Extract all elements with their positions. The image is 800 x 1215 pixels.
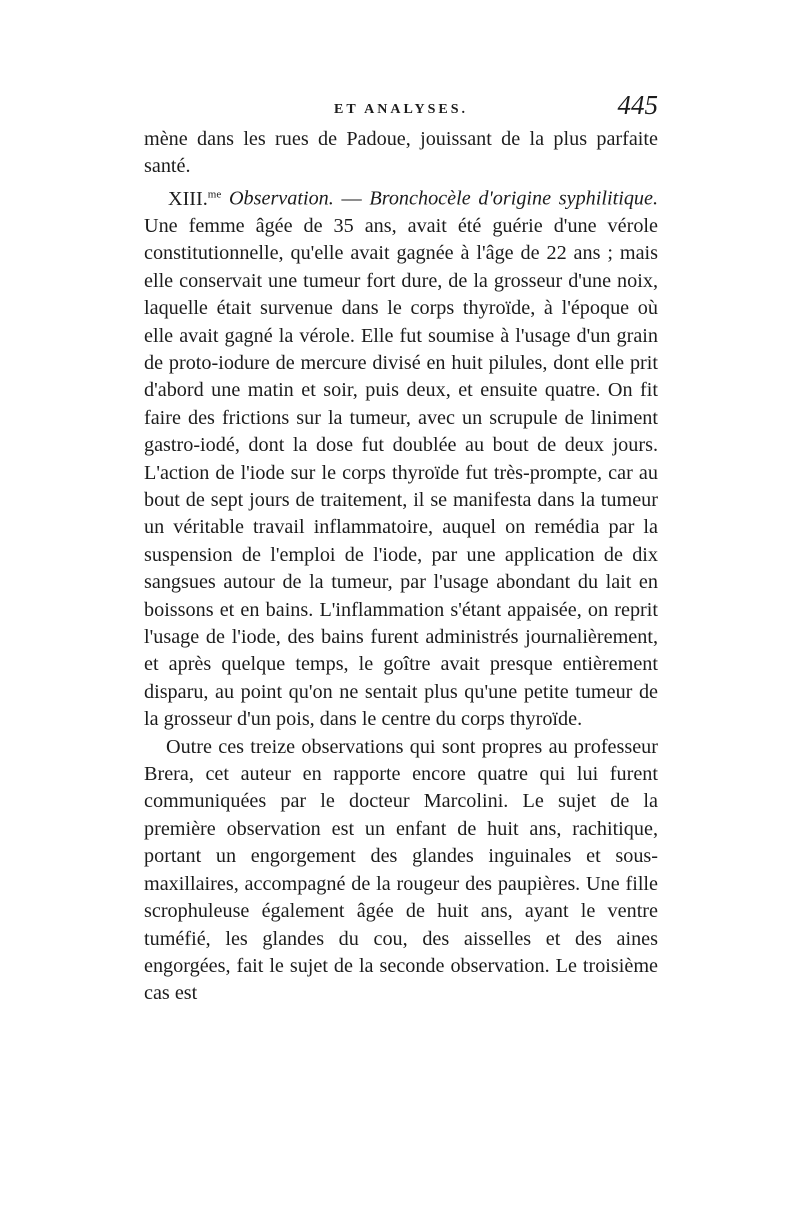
observation-title: Bronchocèle d'origine syphilitique. — [369, 187, 659, 210]
observation-label: Observation. — [228, 187, 334, 210]
observation-superscript: me — [207, 187, 222, 200]
observation-dash: — — [333, 187, 370, 210]
page-header — [144, 92, 658, 126]
observation-numeral: XIII. — [168, 187, 208, 210]
page-number: 445 — [617, 90, 658, 120]
running-head: ET ANALYSES. — [334, 102, 469, 117]
observation-text: Une femme âgée de 35 ans, avait été guérie d'une vérole constitutionnelle, qu'elle avait gagnée à l'âge de 22 ans ; mais elle conservait une tumeur fort dure, de la grosseur d'une noix, laquelle était survenue dans le corps thyroïde, à l'époque où elle avait gagné la vérole. Elle fut soumise à l'usage d'un grain de proto-iodure de mercure divisé en huit pilules, dont elle prit d'abord une matin et soir, puis deux, et ensuite quatre. On fit faire des frictions sur la tumeur, avec un scrupule de liniment gastro-iodé, dont la dose fut doublée au bout de deux jours. L'action de l'iode sur le corps thyroïde fut très-prompte, car au bout de sept jours de traitement, il se manifesta dans la tumeur un véritable travail inflammatoire, auquel on remédia par la suspension de l'emploi de l'iode, par une application de dix sangsues autour de la tumeur, par l'usage abondant du lait en boissons et en bains. L'inflammation s'étant appaisée, on reprit l'usage de l'iode, des bains furent administrés journalièrement, et après quelque temps, le goître avait presque entièrement disparu, au point qu'on ne sentait plus qu'une petite tumeur de la grosseur d'un pois, dans le centre du corps thyroïde. — [144, 214, 658, 731]
book-page — [144, 92, 658, 1008]
observation-paragraph — [144, 181, 658, 734]
paragraph-outre: Outre ces treize observations qui sont propres au professeur Brera, cet auteur en rapporte encore quatre qui lui furent communiquées par le docteur Marcolini. Le sujet de la première observation est un enfant de huit ans, rachitique, portant un engorgement des glandes inguinales et sous-maxillaires, accompagné de la rougeur des paupières. Une fille scrophuleuse également âgée de huit ans, ayant le ventre tuméfié, les glandes du cou, des aisselles et des aines engorgées, fait le sujet de la seconde observation. Le troisième cas est — [144, 735, 658, 1005]
page-body — [144, 126, 658, 1008]
paragraph-continuation: mène dans les rues de Padoue, jouissant de la plus parfaite santé. — [144, 128, 658, 178]
observation-number — [168, 188, 221, 210]
